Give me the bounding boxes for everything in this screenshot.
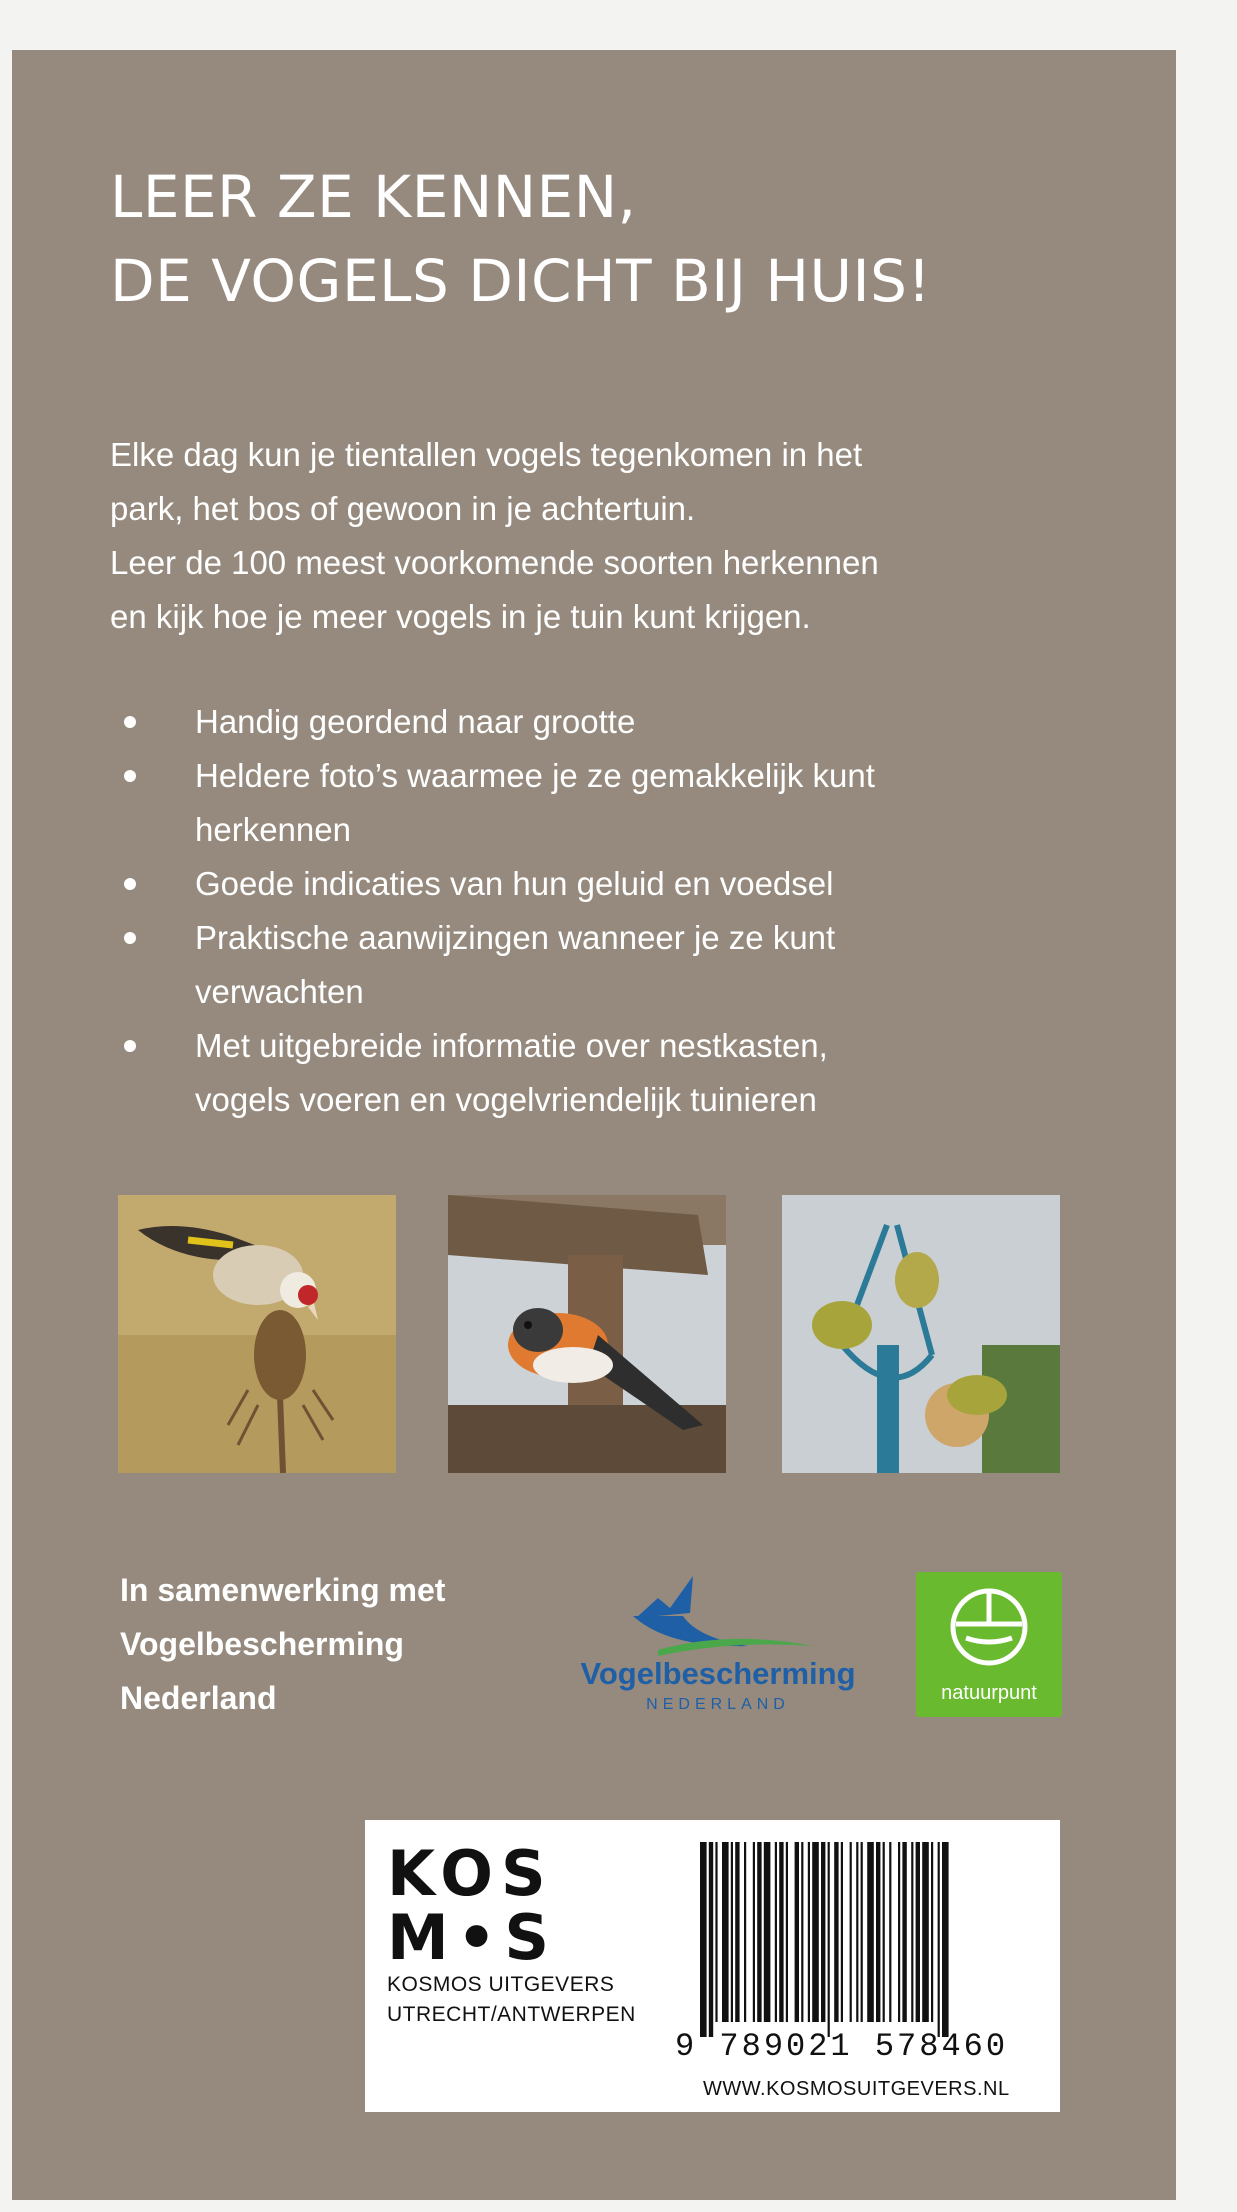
barcode-bar bbox=[779, 1842, 783, 2022]
cooperation-text bbox=[120, 1563, 445, 1725]
barcode-bar bbox=[911, 1842, 913, 2022]
barcode-bar bbox=[861, 1842, 863, 2022]
headline-line-2: DE VOGELS DICHT BIJ HUIS! bbox=[110, 247, 932, 315]
cooperation-line: Vogelbescherming bbox=[120, 1626, 404, 1662]
natuurpunt-logo bbox=[916, 1572, 1062, 1717]
barcode-bar bbox=[889, 1842, 891, 2022]
barcode-bar bbox=[700, 1842, 707, 2037]
cooperation-line: In samenwerking met bbox=[120, 1572, 446, 1608]
barcode-bar bbox=[731, 1842, 733, 2022]
natuurpunt-label: natuurpunt bbox=[941, 1682, 1037, 1704]
barcode-bar bbox=[916, 1842, 920, 2022]
kosmos-logo bbox=[387, 1837, 557, 1974]
goldfinch-photo bbox=[118, 1195, 396, 1473]
barcode-bar bbox=[876, 1842, 880, 2022]
barcode-bar bbox=[753, 1842, 755, 2022]
barcode-bar bbox=[808, 1842, 810, 2022]
feature-item bbox=[110, 695, 1120, 749]
headline bbox=[110, 155, 931, 323]
greenfinches-at-feeder-image bbox=[782, 1195, 1060, 1473]
intro-text bbox=[110, 428, 1110, 644]
barcode-bar bbox=[795, 1842, 799, 2022]
barcode-bar bbox=[775, 1842, 777, 2022]
vogelbescherming-logo bbox=[558, 1568, 878, 1728]
barcode-bar bbox=[812, 1842, 819, 2022]
vogelbescherming-bird-icon bbox=[558, 1568, 878, 1658]
intro-line: Elke dag kun je tientallen vogels tegenkomen in het bbox=[110, 436, 863, 473]
vogelbescherming-name: Vogelbescherming bbox=[580, 1656, 856, 1691]
natuurpunt-emblem-icon bbox=[916, 1572, 1062, 1682]
barcode-bar bbox=[764, 1842, 771, 2022]
barcode-bar bbox=[856, 1842, 858, 2022]
bullet-dot-icon bbox=[124, 716, 136, 728]
feature-line: Met uitgebreide informatie over nestkasten, bbox=[195, 1027, 828, 1064]
feature-line: vogels voeren en vogelvriendelijk tuinieren bbox=[195, 1081, 817, 1118]
publisher-website: WWW.KOSMOSUITGEVERS.NL bbox=[703, 2078, 1010, 2100]
cooperation-line: Nederland bbox=[120, 1680, 277, 1716]
goldfinch-on-teasel-image bbox=[118, 1195, 396, 1473]
feature-item bbox=[110, 911, 1120, 1019]
barcode-bar bbox=[841, 1842, 843, 2022]
barcode-bar bbox=[801, 1842, 803, 2022]
barcode-bar bbox=[828, 1842, 830, 2037]
barcode-bar bbox=[821, 1842, 825, 2022]
barcode-bar bbox=[867, 1842, 874, 2022]
publisher-info bbox=[387, 1970, 636, 2030]
barcode-bar bbox=[786, 1842, 788, 2022]
barcode-bar bbox=[709, 1842, 713, 2037]
barcode-bar bbox=[883, 1842, 885, 2022]
kosmos-logo-line: KOS bbox=[387, 1837, 554, 1910]
barcode-bar bbox=[938, 1842, 940, 2037]
barcode-bar bbox=[715, 1842, 717, 2022]
barcode-bar bbox=[834, 1842, 838, 2022]
barcode-panel bbox=[365, 1820, 1060, 2112]
brambling-photo bbox=[448, 1195, 726, 1473]
bullet-dot-icon bbox=[124, 1040, 136, 1052]
vogelbescherming-subtitle: NEDERLAND bbox=[646, 1696, 790, 1713]
feature-line: Praktische aanwijzingen wanneer je ze kunt bbox=[195, 919, 836, 956]
isbn-number: 9 789021 578460 bbox=[675, 2028, 1009, 2065]
publisher-cities: UTRECHT/ANTWERPEN bbox=[387, 2003, 636, 2026]
feature-list bbox=[110, 695, 1120, 1127]
bullet-dot-icon bbox=[124, 878, 136, 890]
barcode-bar bbox=[722, 1842, 729, 2022]
barcode-bar bbox=[898, 1842, 900, 2022]
bullet-dot-icon bbox=[124, 932, 136, 944]
barcode-bar bbox=[757, 1842, 761, 2022]
isbn-barcode bbox=[700, 1842, 1030, 2037]
feature-item bbox=[110, 857, 1120, 911]
publisher-name: KOSMOS UITGEVERS bbox=[387, 1973, 615, 1996]
intro-line: park, het bos of gewoon in je achtertuin. bbox=[110, 490, 696, 527]
feature-item bbox=[110, 749, 1120, 857]
feature-line: Goede indicaties van hun geluid en voedsel bbox=[195, 865, 834, 902]
feature-line: Heldere foto’s waarmee je ze gemakkelijk kunt bbox=[195, 757, 875, 794]
barcode-bar bbox=[850, 1842, 852, 2022]
kosmos-logo-line: M•S bbox=[387, 1901, 557, 1974]
barcode-bar bbox=[942, 1842, 949, 2037]
barcode-bar bbox=[744, 1842, 746, 2022]
barcode-bar bbox=[902, 1842, 906, 2022]
feature-line: herkennen bbox=[195, 811, 351, 848]
greenfinch-photo bbox=[782, 1195, 1060, 1473]
barcode-bar bbox=[922, 1842, 929, 2022]
intro-line: Leer de 100 meest voorkomende soorten herkennen bbox=[110, 544, 879, 581]
barcode-bar bbox=[735, 1842, 739, 2022]
bullet-dot-icon bbox=[124, 770, 136, 782]
feature-item bbox=[110, 1019, 1120, 1127]
feature-line: verwachten bbox=[195, 973, 364, 1010]
barcode-bar bbox=[931, 1842, 933, 2022]
headline-line-1: LEER ZE KENNEN, bbox=[110, 163, 637, 231]
feature-line: Handig geordend naar grootte bbox=[195, 703, 636, 740]
brambling-at-feeder-image bbox=[448, 1195, 726, 1473]
intro-line: en kijk hoe je meer vogels in je tuin kunt krijgen. bbox=[110, 598, 811, 635]
